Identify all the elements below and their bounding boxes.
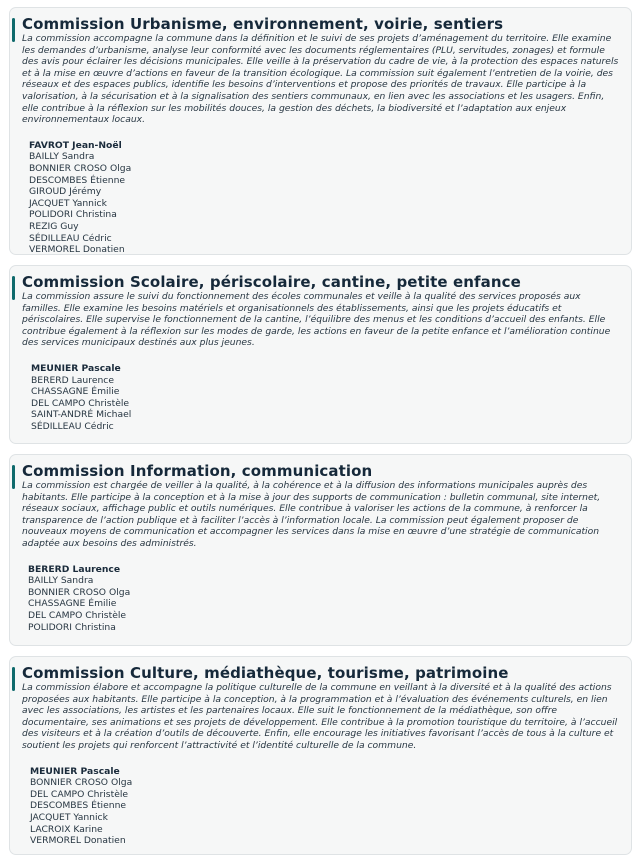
member-name: SÉDILLEAU Cédric	[29, 232, 112, 244]
member-list	[22, 363, 619, 433]
card-accent-bar	[12, 465, 15, 489]
commission-title: Commission Culture, médiathèque, tourisme, patrimoine	[22, 664, 509, 682]
member-name: BAILLY Sandra	[28, 575, 94, 587]
member-name: BONNIER CROSO Olga	[29, 162, 132, 174]
member-name: VERMOREL Donatien	[29, 244, 125, 256]
member-name: SAINT-ANDRÉ Michael	[31, 409, 132, 421]
commission-description: La commission élabore et accompagne la politique culturelle de la commune en veillant à la diversité et à la qualité des actions proposées aux habitants. Elle participe à la conception, à la programmation et à l’évaluation des événements culturels, en lien avec les associations, les artistes et les partenaires locaux. Elle suit le fonctionnement de la médiathèque, son offre documentaire, ses animations et ses projets de développement. Elle contribue à la promotion touristique du territoire, à l’accueil des visiteurs et à la création d’outils de découverte. Enfin, elle encourage les initiatives favorisant l’accès de tous à la culture et soutient les projets qui renforcent l’attractivité et l’identité culturelle de la commune.	[22, 682, 618, 751]
commission-description: La commission accompagne la commune dans la définition et le suivi de ses projets d’aménagement du territoire. Elle examine les demandes d’urbanisme, analyse leur conformité avec les documents réglementaires (PLU, servitudes, zonages) et formule des avis pour éclairer les décisions municipales. Elle veille à la préservation du cadre de vie, à la protection des espaces naturels et à la mise en œuvre d’actions en faveur de la transition écologique. La commission suit également l’entretien de la voirie, des réseaux et des espaces publics, identifie les besoins d’interventions et propose des priorités de travaux. Elle participe à la valorisation, à la sécurisation et à la signalisation des sentiers communaux, en lien avec les associations et les usagers. Enfin, elle contribue à la réflexion sur les mobilités douces, la gestion des déchets, la biodiversité et l’adaptation aux enjeux environnementaux locaux.	[22, 33, 619, 126]
member-name: BERERD Laurence	[31, 374, 115, 386]
commission-card-information	[9, 454, 632, 646]
president-name: BERERD Laurence	[28, 563, 121, 575]
member-name: BAILLY Sandra	[29, 151, 95, 163]
member-name: JACQUET Yannick	[30, 811, 108, 823]
card-accent-bar	[12, 276, 15, 300]
member-name: POLIDORI Christina	[29, 209, 117, 221]
commission-card-scolaire	[9, 265, 632, 444]
commission-title: Commission Scolaire, périscolaire, cantine, petite enfance	[22, 273, 521, 291]
commission-description: La commission est chargée de veiller à la qualité, à la cohérence et à la diffusion des informations municipales auprès des habitants. Elle participe à la conception et à la mise à jour des supports de communication : bulletin communal, site internet, réseaux sociaux, affichage public et outils numériques. Elle contribue à valoriser les actions de la commune, à renforcer la transparence de l’action publique et à faciliter l’accès à l’information locale. La commission peut également proposer de nouveaux moyens de communication et accompagner les services dans la mise en œuvre d’une stratégie de communication adaptée aux besoins des administrés.	[22, 480, 601, 549]
member-name: CHASSAGNE Émilie	[31, 386, 120, 398]
president-name: FAVROT Jean-Noël	[29, 139, 122, 151]
member-name: DEL CAMPO Christèle	[28, 609, 127, 621]
member-name: CHASSAGNE Émilie	[28, 598, 117, 610]
member-list	[22, 140, 619, 256]
member-name: DESCOMBES Étienne	[30, 800, 127, 812]
member-name: GIROUD Jérémy	[29, 186, 102, 198]
member-name: DESCOMBES Étienne	[29, 174, 126, 186]
member-name: REZIG Guy	[29, 220, 79, 232]
president-name: MEUNIER Pascale	[30, 765, 120, 777]
commission-title: Commission Information, communication	[22, 462, 373, 480]
member-name: BONNIER CROSO Olga	[30, 777, 133, 789]
card-accent-bar	[12, 667, 15, 691]
member-name: BONNIER CROSO Olga	[28, 586, 131, 598]
president-name: MEUNIER Pascale	[31, 362, 121, 374]
member-list	[22, 766, 619, 847]
member-name: SÉDILLEAU Cédric	[31, 420, 114, 432]
card-accent-bar	[12, 18, 15, 42]
member-name: POLIDORI Christina	[28, 621, 116, 633]
member-name: VERMOREL Donatien	[30, 835, 126, 847]
commission-card-culture	[9, 656, 632, 855]
member-name: DEL CAMPO Christèle	[31, 397, 130, 409]
commission-description: La commission assure le suivi du fonctionnement des écoles communales et veille à la qualité des services proposés aux familles. Elle examine les besoins matériels et organisationnels des établissements, ainsi que les projets éducatifs et périscolaires. Elle supervise le fonctionnement de la cantine, l’équilibre des menus et les conditions d’accueil des enfants. Elle contribue également à la réflexion sur les modes de garde, les actions en faveur de la petite enfance et l’amélioration continue des services municipaux destinés aux plus jeunes.	[22, 291, 611, 349]
commission-title: Commission Urbanisme, environnement, voirie, sentiers	[22, 15, 504, 33]
commission-card-urbanisme	[9, 7, 632, 255]
member-name: DEL CAMPO Christèle	[30, 788, 129, 800]
member-name: JACQUET Yannick	[29, 197, 107, 209]
member-list	[22, 564, 619, 634]
member-name: LACROIX Karine	[30, 823, 103, 835]
